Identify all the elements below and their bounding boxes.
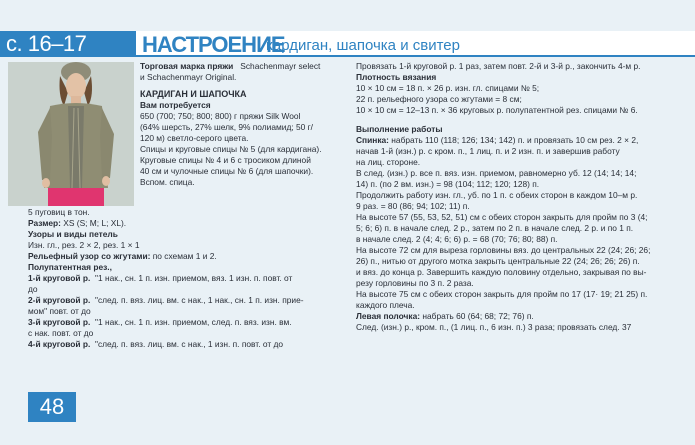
instruction-lead: Левая полочка: [356, 311, 421, 321]
instruction-line: 26) п., нитью от другого мотка закрыть центральные 22 (24; 26; 26; 26) п. [356, 256, 640, 266]
instruction-line: 14) п. (по 2 вм. изн.) = 98 (104; 112; 120; 128) п. [356, 179, 540, 189]
instruction-line: На высоте 57 (55, 53, 52, 51) см с обеих сторон закрыть для пройм по 3 (4; [356, 212, 648, 222]
round-continuation: с нак. повт. от до [28, 328, 94, 338]
instruction-line: Выполнение работы [356, 124, 443, 134]
page-number: 48 [28, 392, 76, 422]
instruction-line: 5; 6; 6) п. в начале след. 2 р., затем по 2 п. в начале след. 2 р. и по 1 п. [356, 223, 634, 233]
size-label: Размер: [28, 218, 61, 228]
size-line [28, 218, 304, 229]
yarn-brand-line [140, 61, 322, 72]
instruction-line: На высоте 72 см для выреза горловины вяз. до центральных 22 (24; 26; 26; [356, 245, 651, 255]
instruction-line: 10 × 10 см = 18 п. × 26 р. изн. гл. спицами № 5; [356, 83, 540, 93]
patterns-heading: Узоры и виды петель [28, 229, 118, 239]
needed-label: Вам потребуется [140, 100, 211, 110]
spacer [356, 116, 650, 124]
cable-value: по схемам 1 и 2. [152, 251, 217, 261]
yarn-brand-label: Торговая марка пряжи [140, 61, 234, 71]
page-subtitle: кардиган, шапочка и свитер [266, 37, 460, 54]
material-line: (64% шерсть, 27% шелк, 9% полиамид; 50 г/ [140, 122, 314, 132]
size-value: XS (S; M; L; XL). [63, 218, 127, 228]
section-title: КАРДИГАН И ШАПОЧКА [140, 89, 247, 99]
instruction-line: начав 1-й (изн.) р. с кром. п., 1 лиц. п. и 2 изн. п. и завершив работу [356, 146, 620, 156]
instruction-lead: Спинка: [356, 135, 389, 145]
patterns-line: Изн. гл., рез. 2 × 2, рез. 1 × 1 [28, 240, 140, 250]
yarn-brand-1: Schachenmayr select [240, 61, 321, 71]
instruction-line: 22 п. рельефного узора со жгутами = 8 см; [356, 94, 522, 104]
instruction-line: Левая полочка: набрать 60 (64; 68; 72; 76) п. [356, 311, 534, 321]
material-line: 120 м) светло-серого цвета. [140, 133, 249, 143]
patterns-block [28, 207, 304, 350]
round-continuation: мом" повт. от до [28, 306, 91, 316]
instruction-line: 9 раз. = 80 (86; 94; 102; 11) п. [356, 201, 470, 211]
materials-block [140, 61, 322, 188]
instructions-block [356, 61, 650, 333]
round-continuation: до [28, 284, 38, 294]
header [0, 31, 695, 57]
instruction-line: Спинка: набрать 110 (118; 126; 134; 142) п. и провязать 10 см рез. 2 × 2, [356, 135, 639, 145]
material-line: Спицы и круговые спицы № 5 (для кардигана). [140, 144, 322, 154]
instruction-line: резу горловины по 3 п. 2 раза. [356, 278, 474, 288]
half-cardigan-label: Полупатентная рез., [28, 262, 112, 272]
round-line: 4-й круговой р. "след. п. вяз. лиц. вм. с нак., 1 изн. п. повт. от до [28, 339, 284, 349]
page-reference: с. 16–17 [6, 31, 87, 56]
material-line: 40 см и чулочные спицы № 6 (для шапочки). [140, 166, 314, 176]
round-line: 3-й круговой р. "1 нак., сн. 1 п. изн. приемом, след. п. вяз. изн. вм. [28, 317, 292, 327]
round-line: 2-й круговой р. "след. п. вяз. лиц. вм. с нак., 1 нак., сн. 1 п. изн. прие- [28, 295, 304, 305]
instruction-line: На высоте 75 см с обеих сторон закрыть для пройм по 17 (17· 19; 21 25) п. [356, 289, 648, 299]
material-line: 650 (700; 750; 800; 800) г пряжи Silk Wool [140, 111, 301, 121]
instruction-line: В след. (изн.) р. все п. вяз. изн. приемом, равномерно уб. 12 (14; 14; 14; [356, 168, 637, 178]
instruction-line: Провязать 1-й круговой р. 1 раз, затем повт. 2-й и 3-й р., закончить 4-м р. [356, 61, 641, 71]
instruction-line: в начале след. 2 (4; 4; 6; 6) р. = 68 (70; 76; 80; 88) п. [356, 234, 558, 244]
cable-line [28, 251, 304, 262]
buttons-line: 5 пуговиц в тон. [28, 207, 90, 217]
material-line: Вспом. спица. [140, 177, 195, 187]
instruction-line: Плотность вязания [356, 72, 437, 82]
cable-label: Рельефный узор со жгутами: [28, 251, 151, 261]
instruction-line: каждого плеча. [356, 300, 415, 310]
instruction-line: След. (изн.) р., кром. п., (1 лиц. п., 6 изн. п.) 3 раза; провязать след. 37 [356, 322, 632, 332]
instruction-line: на лиц. стороне. [356, 157, 421, 167]
model-photo [8, 62, 134, 206]
material-line: Круговые спицы № 4 и 6 с тросиком длиной [140, 155, 311, 165]
instruction-line: и вяз. до конца р. Завершить каждую половину отдельно, закрывая по вы- [356, 267, 647, 277]
model-illustration [8, 62, 134, 206]
round-line: 1-й круговой р. "1 нак., сн. 1 п. изн. приемом, вяз. 1 изн. п. повт. от [28, 273, 293, 283]
yarn-brand-2: и Schachenmayr Original. [140, 72, 237, 82]
instruction-line: Продолжить работу изн. гл., уб. по 1 п. с обеих сторон в каждом 10–м р. [356, 190, 638, 200]
page-title: НАСТРОЕНИЕ [142, 32, 285, 57]
instruction-line: 10 × 10 см = 12–13 п. × 36 круговых р. полупатентной рез. спицами № 6. [356, 105, 638, 115]
